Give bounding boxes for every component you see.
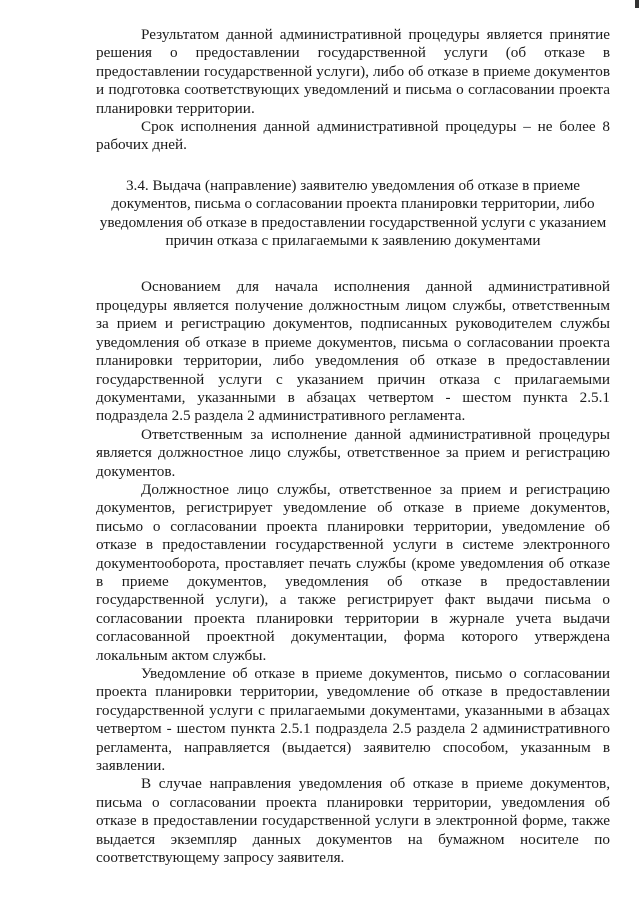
paragraph-result: Результатом данной административной процедуры является принятие решения о предоставлении государственной услуги (об отказе в предоставлении государственной услуги), либо об отказе в приеме документов и подготовка соответствующих уведомлений и письма о согласовании проекта планировки территории.: [96, 26, 610, 117]
paragraph-deadline: Срок исполнения данной административной процедуры – не более 8 рабочих дней.: [96, 118, 610, 154]
paragraph-delivery: Уведомление об отказе в приеме документов, письмо о согласовании проекта планировки территории, уведомление об отказе в предоставлении государственной услуги с прилагаемыми документами, указанными в абзацах четвертом - шестом пункта 2.5.1 подраздела 2.5 раздела 2 административного регламента, направляется (выдается) заявителю способом, указанным в заявлении.: [96, 665, 610, 775]
section-heading: 3.4. Выдача (направление) заявителю уведомления об отказе в приеме документов, письма о согласовании проекта планировки территории, либо уведомления об отказе в предоставлении государственной услуги с указанием причин отказа с прилагаемыми к заявлению документами: [99, 176, 607, 250]
paragraph-basis: Основанием для начала исполнения данной административной процедуры является получение должностным лицом службы, ответственным за прием и регистрацию документов, подписанных руководителем службы уведомления об отказе в приеме документов, письма о согласовании проекта планировки территории, либо уведомления об отказе в предоставлении государственной услуги с указанием причин отказа с прилагаемыми документами, указанными в абзацах четвертом - шестом пункта 2.5.1 подраздела 2.5 раздела 2 административного регламента.: [96, 278, 610, 425]
scan-mark: [635, 0, 639, 8]
document-page: [96, 26, 610, 867]
paragraph-registration: Должностное лицо службы, ответственное за прием и регистрацию документов, регистрирует уведомление об отказе в приеме документов, письмо о согласовании проекта планировки территории, уведомление об отказе в предоставлении государственной услуги в системе электронного документооборота, проставляет печать службы (кроме уведомления об отказе в приеме документов, уведомления об отказе в предоставлении государственной услуги), а также регистрирует факт выдачи письма о согласовании проекта планировки территории в журнале учета выдачи согласованной проектной документации, форма которого утверждена локальным актом службы.: [96, 480, 610, 664]
paragraph-responsible: Ответственным за исполнение данной административной процедуры является должностное лицо службы, ответственное за прием и регистрацию документов.: [96, 425, 610, 480]
paragraph-electronic: В случае направления уведомления об отказе в приеме документов, письма о согласовании проекта планировки территории, уведомления об отказе в предоставлении государственной услуги в электронной форме, также выдается экземпляр данных документов на бумажном носителе по соответствующему запросу заявителя.: [96, 775, 610, 867]
